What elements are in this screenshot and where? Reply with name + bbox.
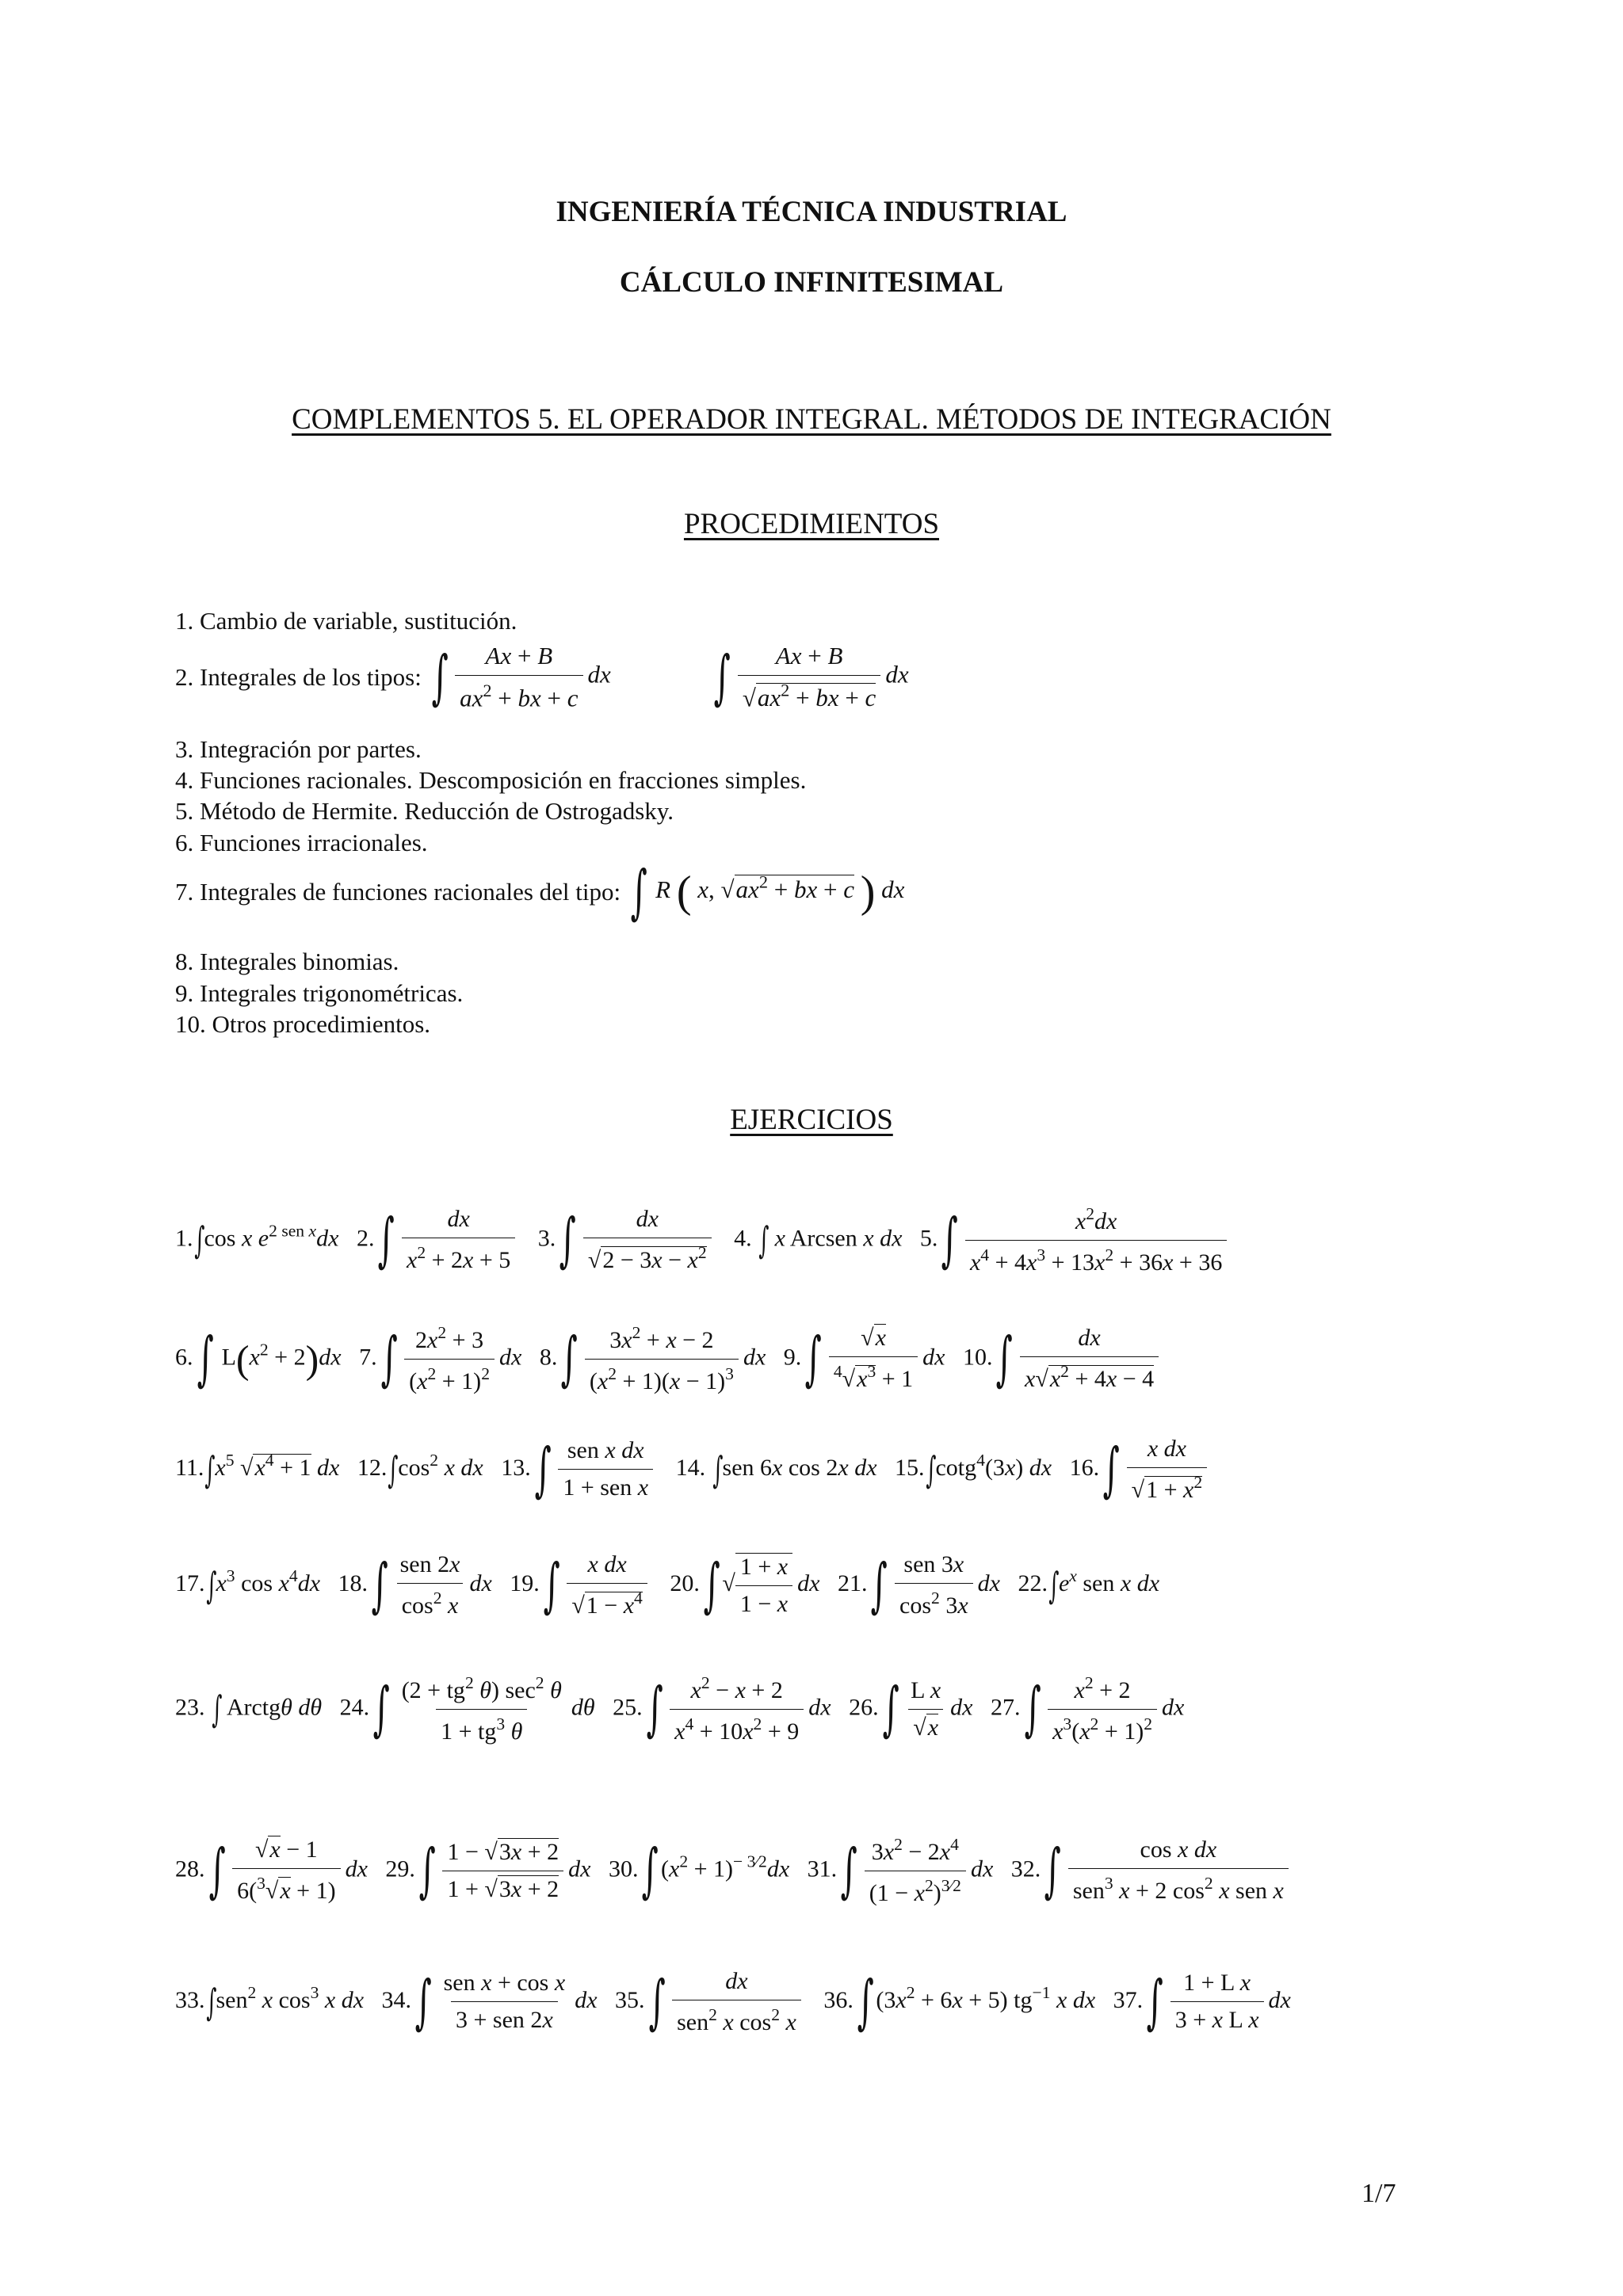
proc-item-3: 3. Integración por partes. <box>175 735 422 763</box>
header-institution: INGENIERÍA TÉCNICA INDUSTRIAL <box>556 196 1067 228</box>
exercise-row-7: 33.∫sen$^2$ x $\cos^3 x$ dx 34.∫ $\frac{\text{sen x + cos x}}{\text{3 + sen 2x}}$ dx 35.∫ $\frac{dx}{sen^2 x \cos^2 x}$ $36.\int(3x^2 + 6x + 5)$ $tg^{-1}$ x dx 37.∫ $\frac{\text{1 + L x}}{\text{3 + x L x}}$ dx <box>175 1967 1291 2036</box>
proc-item-8: 8. Integrales binomias. <box>175 948 399 975</box>
header-course: CÁLCULO INFINITESIMAL <box>619 266 1004 299</box>
proc-item-9: 9. Integrales trigonométricas. <box>175 979 464 1007</box>
exercise-row-4: $17.\int x^3$ $\cos x^4dx$ 18.∫ $\frac{\text{sen 2x}}{\cos^2 x}$ dx 19.∫ $\frac{\text{x dx}}{√1 - x^4}$ 20.∫√ $\frac{1 + x}{1 - x}$ dx 21.∫ $\frac{\text{sen 3x}}{\cos^2 3x}$ dx $22.\int e^x$ sen x dx <box>175 1550 1160 1619</box>
procedimientos-heading: PROCEDIMIENTOS <box>683 508 940 540</box>
proc-item-7: 7. Integrales de funciones racionales del tipo: ∫ R ( x, $√ax^2$ + bx + c ) dx <box>175 858 905 926</box>
exercise-row-5: 23. ∫ Arctgθ dθ 24.∫ $\frac{(2 + tg^2 \theta) \sec^2 \theta}{1 + tg^3 \theta}$ dθ 25.∫ $\frac{x^2 - x + 2}{x^4 + 10x^2 + 9}$ dx 26.∫ $\frac{\text{L x}}{√x}$ dx 27.∫ $\frac{x^2 + 2}{x^3(x^2 + 1)^2}$ dx <box>175 1673 1185 1745</box>
exercise-row-6: 28.∫ $\frac{√x - 1}{6(^3√x + 1)}$ dx 29.∫ $\frac{1 - √3x + 2}{1 + √3x + 2}$ dx $30.\int(x^2 + 1)^{- 3⁄2}dx$ 31.∫ $\frac{3x^2 - 2x^4}{(1 - x^2)^{3⁄2}}$ dx 32.∫ $\frac{\text{cos x dx}}{sen^3 x + 2 \cos^2 x sen x}$ <box>175 1835 1293 1907</box>
exercise-row-3: $11.\int x^5$ $√x^4 + 1$ dx $12.\int\cos^2$ x dx 13.∫ $\frac{\text{sen x dx}}{\text{1 + sen x}}$ 14. ∫sen 6x cos 2x dx 15.∫cotg$^4$(3x) dx 16.∫ $\frac{\text{x dx}}{√1 + x^2}$ <box>175 1436 1212 1504</box>
proc-item-10: 10. Otros procedimientos. <box>175 1010 431 1038</box>
section-title: COMPLEMENTOS 5. EL OPERADOR INTEGRAL. MÉTODOS DE INTEGRACIÓN <box>292 403 1331 436</box>
proc-item-5: 5. Método de Hermite. Reducción de Ostrogadsky. <box>175 797 674 825</box>
exercise-row-1: 1.∫cos x $e^{2 sen x}dx$ 2.∫ $\frac{dx}{x^2 + 2x + 5}$ 3.∫ $\frac{dx}{√2 - 3x - x^2}$ 4. ∫ x Arcsen x dx 5.∫ $\frac{x^2dx}{x^4 + 4x^3 + 13x^2 + 36x + 36}$ <box>175 1204 1232 1276</box>
proc-item-6: 6. Funciones irracionales. <box>175 829 428 856</box>
page-number: 1/7 <box>1361 2179 1396 2208</box>
proc-item-4: 4. Funciones racionales. Descomposición en fracciones simples. <box>175 766 807 794</box>
proc-item-2: 2. Integrales de los tipos: ∫ $\frac{Ax + B}{ax^2 + bx + c}$ dx ∫ $\frac{Ax + B}{√ax^2 + bx + c}$ dx <box>175 642 909 712</box>
proc-item-1: 1. Cambio de variable, sustitución. <box>175 607 517 635</box>
ejercicios-heading: EJERCICIOS <box>730 1104 893 1136</box>
exercise-row-2: 6.∫ $L(x^2 + 2)dx$ 7.∫ $\frac{2x^2 + 3}{(x^2 + 1)^2}$ dx 8.∫ $\frac{3x^2 + x - 2}{(x^2 + 1)(x - 1)^3}$ dx 9.∫ $\frac{√x}{^4√x^3 + 1}$ dx 10.∫ $\frac{dx}{x√x^2 + 4x - 4}$ <box>175 1323 1163 1395</box>
